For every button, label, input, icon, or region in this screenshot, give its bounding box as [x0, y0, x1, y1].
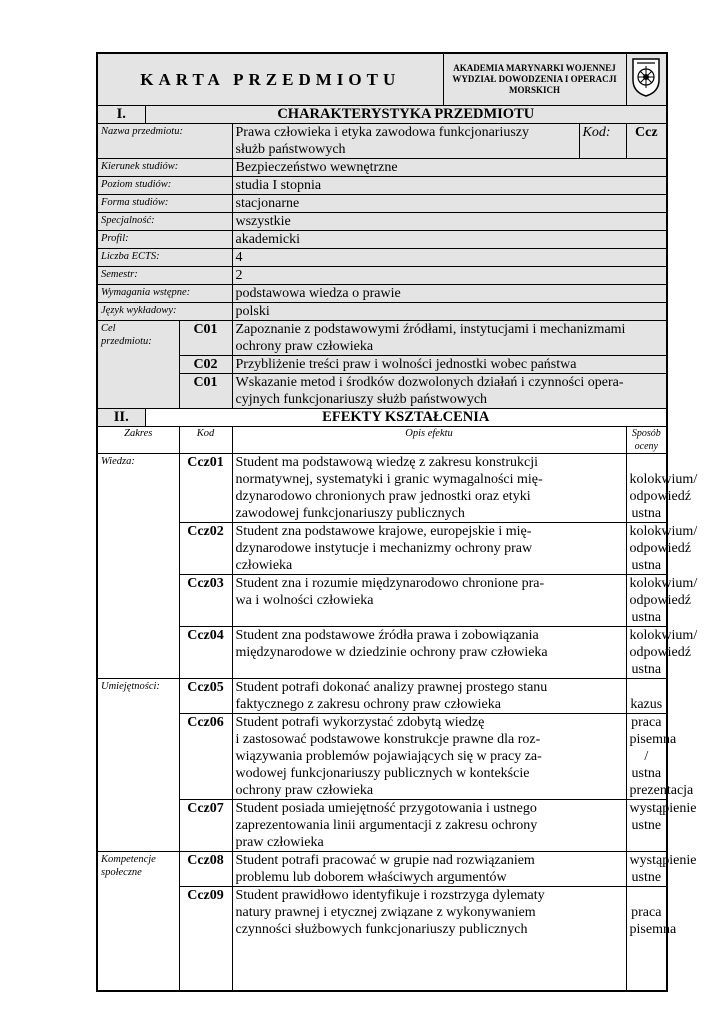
effect-code: Ccz01 [179, 454, 232, 523]
section-2-title: EFEKTY KSZTAŁCENIA [145, 409, 667, 427]
effect-code: Ccz07 [179, 800, 232, 852]
goal-row [97, 374, 667, 409]
course-card-table [96, 52, 698, 992]
goal-code: C01 [179, 321, 232, 356]
effect-evaluation: praca pisemna / ustna prezentacja [626, 714, 667, 800]
effect-row [97, 800, 667, 852]
effect-code: Ccz09 [179, 887, 232, 991]
effects-column-headers [97, 427, 667, 454]
header-row [97, 53, 667, 106]
info-row: Forma studiów: stacjonarne [97, 195, 667, 213]
goal-text: Przybliżenie treści praw i wolności jednostki wobec państwa [232, 356, 667, 374]
info-row: Specjalność: wszystkie [97, 213, 667, 231]
course-code-label: Kod: [579, 124, 626, 159]
course-name-row [97, 124, 667, 159]
effect-description: Student zna podstawowe źródła prawa i zobowiązania międzynarodowe w dziedzinie ochrony praw człowieka [232, 627, 626, 679]
goal-code: C01 [179, 374, 232, 409]
effect-description: Student ma podstawową wiedzę z zakresu konstrukcji normatywnej, systematyki i granic wymagalności mię- dzynarodowo chronionych praw jednostki oraz etyki zawodowej funkcjonariuszy publicznych [232, 454, 626, 523]
col-ocena: Sposób oceny [626, 427, 667, 454]
effect-description: Student potrafi wykorzystać zdobytą wiedzę i zastosować podstawowe konstrukcje prawne dla roz- wiązywania problemów pojawiających się w pracy za- wodowej funkcjonariuszy publicznych w kontekście ochrony praw człowieka [232, 714, 626, 800]
effect-description: Student zna podstawowe krajowe, europejskie i mię- dzynarodowe instytucje i mechanizmy ochrony praw człowieka [232, 523, 626, 575]
info-row: Poziom studiów: studia I stopnia [97, 177, 667, 195]
institution-name: AKADEMIA MARYNARKI WOJENNEJ WYDZIAŁ DOWODZENIA I OPERACJI MORSKICH [443, 53, 626, 106]
effect-description: Student prawidłowo identyfikuje i rozstrzyga dylematy natury prawnej i etycznej związane z wykonywaniem czynności służbowych funkcjonariuszy publicznych [232, 887, 626, 991]
goal-row [97, 356, 667, 374]
effect-code: Ccz04 [179, 627, 232, 679]
effect-row [97, 714, 667, 800]
effect-row [97, 887, 667, 991]
section-2-number: II. [97, 409, 145, 427]
effect-code: Ccz05 [179, 679, 232, 714]
effect-evaluation: kolokwium/ odpowiedź ustna [626, 575, 667, 627]
course-name-label: Nazwa przedmiotu: [97, 124, 232, 159]
info-row: Liczba ECTS: 4 [97, 249, 667, 267]
effect-code: Ccz02 [179, 523, 232, 575]
section-1-number: I. [97, 106, 145, 124]
effect-description: Student potrafi dokonać analizy prawnej prostego stanu faktycznego z zakresu ochrony praw człowieka [232, 679, 626, 714]
effect-row [97, 523, 667, 575]
card-title: KARTA PRZEDMIOTU [97, 53, 443, 106]
info-row: Język wykładowy: polski [97, 303, 667, 321]
info-row: Kierunek studiów: Bezpieczeństwo wewnętrzne [97, 159, 667, 177]
course-card-document [96, 52, 698, 992]
effect-row [97, 679, 667, 714]
course-name-value: Prawa człowieka i etyka zawodowa funkcjonariuszy służb państwowych [232, 124, 579, 159]
effect-row [97, 852, 667, 887]
goal-text: Wskazanie metod i środków dozwolonych działań i czynności opera- cyjnych funkcjonariuszy służb państwowych [232, 374, 667, 409]
effect-row [97, 454, 667, 523]
effect-evaluation: kolokwium/ odpowiedź ustna [626, 523, 667, 575]
effect-description: Student potrafi pracować w grupie nad rozwiązaniem problemu lub doborem właściwych argumentów [232, 852, 626, 887]
section-2-heading [97, 409, 667, 427]
effect-row [97, 575, 667, 627]
col-zakres: Zakres [97, 427, 179, 454]
info-row: Semestr: 2 [97, 267, 667, 285]
goal-row [97, 321, 667, 356]
effect-evaluation: wystąpienie ustne [626, 800, 667, 852]
col-opis: Opis efektu [232, 427, 626, 454]
academy-crest-icon [626, 53, 667, 106]
effect-code: Ccz06 [179, 714, 232, 800]
effect-evaluation: kolokwium/ odpowiedź ustna [626, 627, 667, 679]
category-wiedza: Wiedza: [97, 454, 179, 679]
effect-evaluation: kolokwium/ odpowiedź ustna [626, 454, 667, 523]
info-row: Profil: akademicki [97, 231, 667, 249]
section-1-title: CHARAKTERYSTYKA PRZEDMIOTU [145, 106, 667, 124]
col-kod: Kod [179, 427, 232, 454]
effect-code: Ccz03 [179, 575, 232, 627]
effect-row [97, 627, 667, 679]
goal-label: Cel przedmiotu: [97, 321, 179, 409]
effect-evaluation: kazus [626, 679, 667, 714]
effect-description: Student zna i rozumie międzynarodowo chronione pra- wa i wolności człowieka [232, 575, 626, 627]
goal-code: C02 [179, 356, 232, 374]
goal-text: Zapoznanie z podstawowymi źródłami, instytucjami i mechanizmami ochrony praw człowieka [232, 321, 667, 356]
section-1-heading [97, 106, 667, 124]
effect-code: Ccz08 [179, 852, 232, 887]
effect-evaluation: praca pisemna [626, 887, 667, 991]
course-code-value: Ccz [626, 124, 667, 159]
category-kompetencje: Kompetencje społeczne [97, 852, 179, 991]
info-row: Wymagania wstępne: podstawowa wiedza o prawie [97, 285, 667, 303]
effect-description: Student posiada umiejętność przygotowania i ustnego zaprezentowania linii argumentacji z zakresu ochrony praw człowieka [232, 800, 626, 852]
effect-evaluation: wystąpienie ustne [626, 852, 667, 887]
category-umiejetnosci: Umiejętności: [97, 679, 179, 852]
